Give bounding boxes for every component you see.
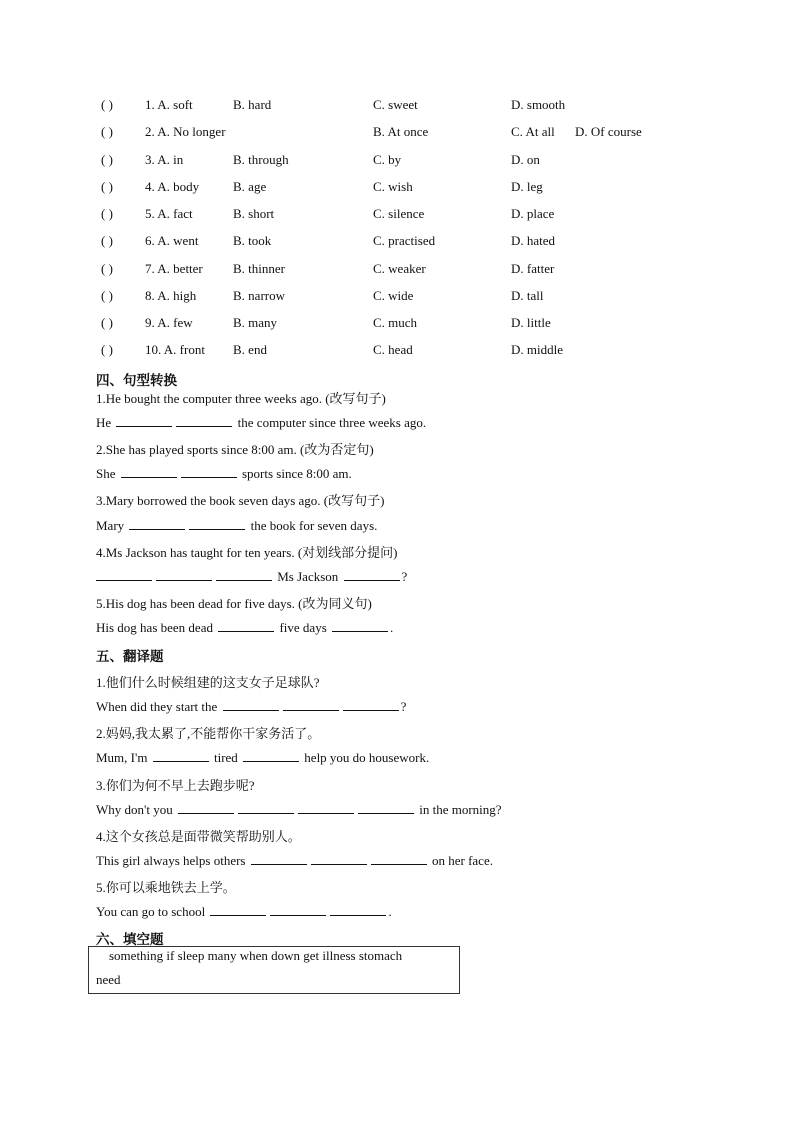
- answer-blank[interactable]: [330, 903, 386, 916]
- s4-a1-prefix: He: [96, 415, 112, 430]
- option-d: C. At all: [511, 124, 555, 139]
- answer-blank[interactable]: [223, 698, 279, 711]
- s4-question-4: 4.Ms Jackson has taught for ten years. (对划线部分提问): [96, 545, 398, 560]
- option-c: C. weaker: [373, 261, 426, 276]
- s4-a5-prefix: His dog has been dead: [96, 620, 213, 635]
- s4-answer-4: [96, 568, 407, 585]
- answer-paren[interactable]: ( ): [101, 233, 113, 248]
- answer-blank[interactable]: [96, 568, 152, 581]
- choice-row: [0, 315, 794, 335]
- s5-a3-suffix: in the morning?: [419, 802, 502, 817]
- answer-blank[interactable]: [178, 801, 234, 814]
- s5-question-3: 3.你们为何不早上去跑步呢?: [96, 778, 255, 793]
- choice-row: [0, 233, 794, 253]
- answer-blank[interactable]: [332, 619, 388, 632]
- option-b: B. hard: [233, 97, 272, 112]
- option-num: 3. A. in: [145, 152, 184, 167]
- answer-paren[interactable]: ( ): [101, 342, 113, 357]
- answer-blank[interactable]: [298, 801, 354, 814]
- s5-a2-suffix: help you do housework.: [304, 750, 430, 765]
- s4-a2-suffix: sports since 8:00 am.: [242, 466, 352, 481]
- option-c: C. head: [373, 342, 413, 357]
- option-b: B. short: [233, 206, 275, 221]
- answer-blank[interactable]: [181, 465, 237, 478]
- s5-a1-prefix: When did they start the: [96, 699, 218, 714]
- option-d: D. on: [511, 152, 540, 167]
- s5-answer-2: [96, 749, 429, 766]
- option-c: C. wish: [373, 179, 413, 194]
- option-c: B. At once: [373, 124, 429, 139]
- answer-blank[interactable]: [153, 749, 209, 762]
- option-b: B. age: [233, 179, 267, 194]
- answer-paren[interactable]: ( ): [101, 206, 113, 221]
- choice-row: [0, 261, 794, 281]
- s5-a4-suffix: on her face.: [431, 853, 493, 868]
- s4-question-3: 3.Mary borrowed the book seven days ago. (改写句子): [96, 493, 385, 508]
- s4-a1-suffix: the computer since three weeks ago.: [237, 415, 427, 430]
- answer-blank[interactable]: [358, 801, 414, 814]
- answer-blank[interactable]: [121, 465, 177, 478]
- choice-row: [0, 97, 794, 117]
- option-b: B. many: [233, 315, 278, 330]
- s4-answer-3: [96, 517, 377, 534]
- s5-a2-middle: tired: [213, 750, 238, 765]
- answer-blank[interactable]: [156, 568, 212, 581]
- answer-blank[interactable]: [238, 801, 294, 814]
- s5-answer-1: [96, 698, 406, 715]
- word-bank-line-2: need: [96, 972, 121, 987]
- option-d: D. tall: [511, 288, 544, 303]
- section-5-title: 五、翻译题: [96, 649, 164, 665]
- answer-blank[interactable]: [251, 852, 307, 865]
- section-6-title: 六、填空题: [96, 932, 164, 948]
- s5-question-1: 1.他们什么时候组建的这支女子足球队?: [96, 675, 320, 690]
- option-d: D. hated: [511, 233, 556, 248]
- option-num: 8. A. high: [145, 288, 197, 303]
- option-b: B. took: [233, 233, 272, 248]
- s5-a5-prefix: You can go to school: [96, 904, 206, 919]
- option-num: 1. A. soft: [145, 97, 193, 112]
- s4-question-5: 5.His dog has been dead for five days. (改为同义句): [96, 596, 372, 611]
- s4-question-2: 2.She has played sports since 8:00 am. (改为否定句): [96, 442, 374, 457]
- s5-a3-prefix: Why don't you: [96, 802, 173, 817]
- answer-paren[interactable]: ( ): [101, 97, 113, 112]
- word-bank-line-1: something if sleep many when down get illness stomach: [109, 948, 403, 963]
- option-d: D. place: [511, 206, 555, 221]
- answer-blank[interactable]: [283, 698, 339, 711]
- word-bank-box: [88, 946, 460, 994]
- option-e: D. Of course: [575, 124, 642, 139]
- option-num: 5. A. fact: [145, 206, 193, 221]
- choice-row: [0, 179, 794, 199]
- option-d: D. middle: [511, 342, 563, 357]
- option-num: 6. A. went: [145, 233, 199, 248]
- option-c: C. sweet: [373, 97, 418, 112]
- option-b: B. through: [233, 152, 289, 167]
- option-d: D. little: [511, 315, 551, 330]
- s5-answer-3: [96, 801, 502, 818]
- s5-answer-4: [96, 852, 493, 869]
- option-num: 7. A. better: [145, 261, 203, 276]
- option-d: D. fatter: [511, 261, 555, 276]
- answer-blank[interactable]: [210, 903, 266, 916]
- s4-answer-1: [96, 414, 426, 431]
- s4-a3-suffix: the book for seven days.: [250, 518, 378, 533]
- s4-a3-prefix: Mary: [96, 518, 125, 533]
- option-b: B. thinner: [233, 261, 285, 276]
- answer-paren[interactable]: ( ): [101, 261, 113, 276]
- answer-blank[interactable]: [343, 698, 399, 711]
- s5-question-5: 5.你可以乘地铁去上学。: [96, 880, 236, 895]
- answer-blank[interactable]: [270, 903, 326, 916]
- answer-blank[interactable]: [216, 568, 272, 581]
- answer-paren[interactable]: ( ): [101, 179, 113, 194]
- s4-a2-prefix: She: [96, 466, 116, 481]
- s4-a4-suffix: ?: [401, 569, 408, 584]
- option-b: B. end: [233, 342, 267, 357]
- s4-question-1: 1.He bought the computer three weeks ago. (改写句子): [96, 391, 386, 406]
- option-num: 4. A. body: [145, 179, 200, 194]
- s5-question-4: 4.这个女孩总是面带微笑帮助别人。: [96, 829, 301, 844]
- s5-a1-suffix: ?: [400, 699, 407, 714]
- choice-row: [0, 342, 794, 362]
- s5-question-2: 2.妈妈,我太累了,不能帮你干家务活了。: [96, 726, 321, 741]
- s4-answer-2: [96, 465, 352, 482]
- option-c: C. by: [373, 152, 402, 167]
- s5-answer-5: [96, 903, 392, 920]
- answer-blank[interactable]: [371, 852, 427, 865]
- answer-blank[interactable]: [129, 517, 185, 530]
- option-d: D. leg: [511, 179, 543, 194]
- option-num: 2. A. No longer: [145, 124, 226, 139]
- answer-blank[interactable]: [176, 414, 232, 427]
- answer-blank[interactable]: [311, 852, 367, 865]
- option-num: 10. A. front: [145, 342, 205, 357]
- option-c: C. practised: [373, 233, 436, 248]
- choice-row: [0, 206, 794, 226]
- s4-a5-middle: five days: [279, 620, 327, 635]
- choice-row: [0, 152, 794, 172]
- s4-a4-middle: Ms Jackson: [277, 569, 339, 584]
- choice-row: [0, 288, 794, 308]
- answer-blank[interactable]: [189, 517, 245, 530]
- s5-a2-prefix: Mum, I'm: [96, 750, 148, 765]
- s5-a5-suffix: .: [388, 904, 392, 919]
- answer-paren[interactable]: ( ): [101, 315, 113, 330]
- s5-a4-prefix: This girl always helps others: [96, 853, 246, 868]
- answer-blank[interactable]: [344, 568, 400, 581]
- option-c: C. wide: [373, 288, 414, 303]
- answer-blank[interactable]: [218, 619, 274, 632]
- option-c: C. silence: [373, 206, 425, 221]
- option-d: D. smooth: [511, 97, 566, 112]
- answer-paren[interactable]: ( ): [101, 288, 113, 303]
- answer-blank[interactable]: [243, 749, 299, 762]
- section-4-title: 四、句型转换: [96, 373, 177, 389]
- answer-paren[interactable]: ( ): [101, 124, 113, 139]
- answer-blank[interactable]: [116, 414, 172, 427]
- option-c: C. much: [373, 315, 418, 330]
- answer-paren[interactable]: ( ): [101, 152, 113, 167]
- choice-row: [0, 124, 794, 144]
- option-b: B. narrow: [233, 288, 285, 303]
- s4-a5-suffix: .: [390, 620, 394, 635]
- s4-answer-5: [96, 619, 393, 636]
- option-num: 9. A. few: [145, 315, 193, 330]
